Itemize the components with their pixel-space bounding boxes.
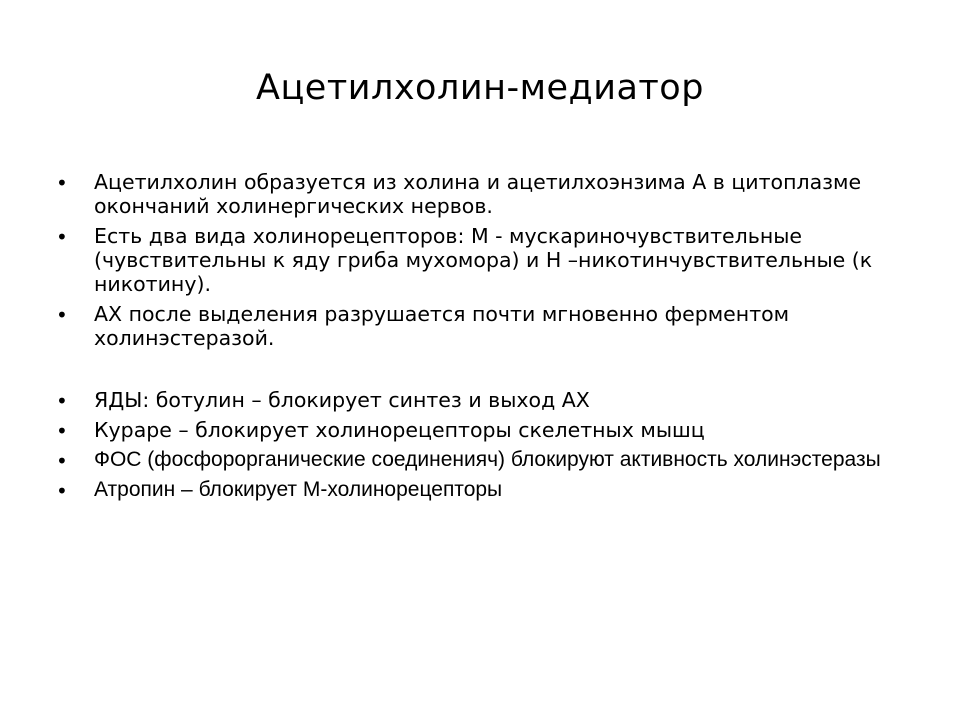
bullet-text: ЯДЫ: ботулин – блокирует синтез и выход АХ (94, 388, 590, 412)
bullet-item (56, 418, 926, 442)
bullet-text: Ацетилхолин образуется из холина и ацетилхоэнзима А в цитоплазме окончаний холинергических нервов. (94, 170, 862, 218)
bullet-list (56, 170, 926, 502)
bullet-dot-icon: • (56, 449, 68, 473)
bullet-dot-icon: • (56, 303, 68, 327)
bullet-item (56, 478, 926, 502)
bullet-dot-icon: • (56, 389, 68, 413)
bullet-text: ФОС (фосфорорганические соединенияч) блокируют активность холинэстеразы (94, 448, 881, 471)
bullet-dot-icon: • (56, 419, 68, 443)
bullet-text: Есть два вида холинорецепторов: М - мускариночувствительные (чувствительны к яду гриба мухомора) и Н –никотинчувствительные (к никотину). (94, 224, 873, 296)
bullet-item (56, 224, 926, 296)
bullet-item (56, 170, 926, 218)
bullet-item (56, 302, 926, 350)
bullet-item (56, 388, 926, 412)
bullet-dot-icon: • (56, 479, 68, 503)
bullet-item (56, 448, 926, 472)
slide-title: Ацетилхолин-медиатор (256, 68, 704, 108)
bullet-text: Кураре – блокирует холинорецепторы скелетных мышц (94, 418, 705, 442)
bullet-text: АХ после выделения разрушается почти мгновенно ферментом холинэстеразой. (94, 302, 790, 350)
bullet-dot-icon: • (56, 225, 68, 249)
bullet-dot-icon: • (56, 171, 68, 195)
bullet-text: Атропин – блокирует М-холинорецепторы (94, 478, 503, 501)
